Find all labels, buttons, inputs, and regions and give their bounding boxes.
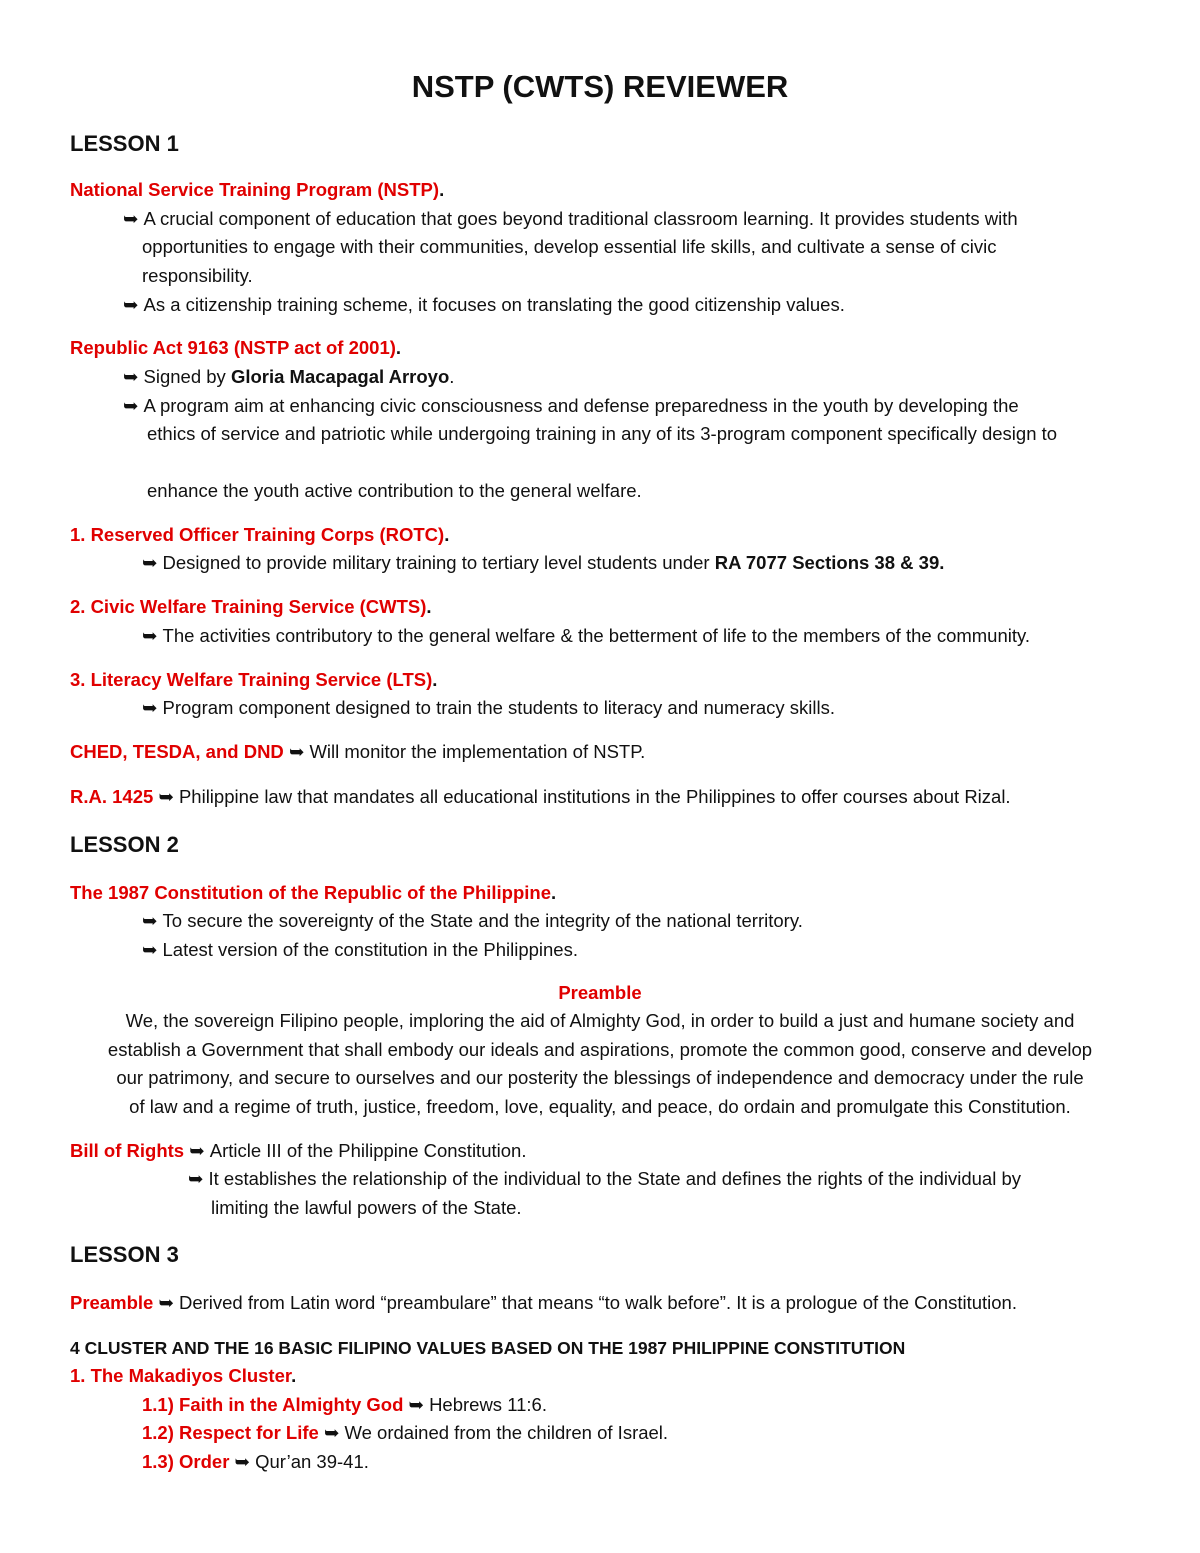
lesson-2-heading: LESSON 2 — [70, 832, 179, 857]
rotc-term-line: 1. Reserved Officer Training Corps (ROTC). — [70, 524, 450, 545]
arrow-icon: ➥ — [158, 1292, 174, 1313]
preamble-line-2: establish a Government that shall embody our ideals and aspirations, promote the common good, conserve and develop — [107, 1039, 1093, 1060]
constitution-bullet-1-text: To secure the sovereignty of the State and the integrity of the national territory. — [162, 910, 803, 931]
lts-bullet — [142, 694, 835, 723]
arrow-icon: ➥ — [142, 910, 158, 931]
value-item — [142, 1419, 668, 1448]
lts-term-line: 3. Literacy Welfare Training Service (LTS). — [70, 669, 438, 690]
signed-by-text: Signed by — [143, 366, 231, 387]
lesson-1-heading: LESSON 1 — [70, 131, 179, 156]
arrow-icon: ➥ — [123, 395, 139, 416]
arrow-icon: ➥ — [323, 1422, 340, 1443]
bill-of-rights-line — [70, 1137, 526, 1166]
arrow-icon: ➥ — [189, 1140, 205, 1161]
arrow-icon: ➥ — [123, 294, 139, 315]
nstp-bullet-1-text: A crucial component of education that goes beyond traditional classroom learning. It provides students with — [143, 208, 1018, 229]
ra9163-bullet-2-text: A program aim at enhancing civic consciousness and defense preparedness in the youth by developing the — [143, 395, 1019, 416]
cwts-bullet-text: The activities contributory to the general welfare & the betterment of life to the members of the community. — [162, 625, 1031, 646]
ra9163-bullet-2 — [123, 392, 1019, 421]
bill-of-rights-bullet-2-text: It establishes the relationship of the individual to the State and defines the rights of the individual by — [208, 1168, 1021, 1189]
nstp-bullet-2 — [123, 291, 845, 320]
rotc-bullet: ➥ Designed to provide military training to tertiary level students under RA 7077 Sections 38 & 39. — [142, 552, 945, 573]
signed-by-name: Gloria Macapagal Arroyo — [230, 366, 450, 387]
ra9163-bullet-2-line-2: ethics of service and patriotic while undergoing training in any of its 3-program component specifically design to — [147, 423, 1058, 444]
preamble-line-4: of law and a regime of truth, justice, freedom, love, equality, and peace, do ordain and promulgate this Constitution. — [129, 1096, 1071, 1117]
arrow-icon: ➥ — [142, 625, 158, 646]
cwts-bullet — [142, 622, 1030, 651]
value-text: Hebrews 11:6. — [429, 1394, 547, 1415]
arrow-icon: ➥ — [123, 208, 139, 229]
makadiyos-line: 1. The Makadiyos Cluster. — [70, 1365, 297, 1386]
nstp-bullet-1-line-3: responsibility. — [142, 265, 253, 286]
arrow-icon: ➥ — [142, 939, 158, 960]
bill-of-rights-bullet-2 — [188, 1165, 1021, 1194]
ra9163-bullet-1: ➥ Signed by Gloria Macapagal Arroyo. — [123, 366, 455, 387]
bill-of-rights-text: Article III of the Philippine Constitution. — [209, 1140, 527, 1161]
constitution-term: The 1987 Constitution of the Republic of the Philippine — [70, 882, 552, 903]
rotc-term: 1. Reserved Officer Training Corps (ROTC) — [70, 524, 445, 545]
bill-of-rights-bullet-2-line-2: limiting the lawful powers of the State. — [211, 1197, 522, 1218]
cwts-term: 2. Civic Welfare Training Service (CWTS) — [70, 596, 427, 617]
rotc-law-reference: RA 7077 Sections 38 & 39 — [714, 552, 940, 573]
ra1425-line — [70, 783, 1011, 812]
value-item — [142, 1391, 547, 1420]
arrow-icon: ➥ — [408, 1394, 425, 1415]
value-term: 1.2) Respect for Life — [142, 1422, 319, 1443]
nstp-bullet-1-line-2: opportunities to engage with their communities, develop essential life skills, and cultivate a sense of civic — [142, 236, 997, 257]
value-term: 1.3) Order — [142, 1451, 230, 1472]
arrow-icon: ➥ — [142, 552, 158, 573]
makadiyos-cluster-term: 1. The Makadiyos Cluster — [70, 1365, 292, 1386]
nstp-bullet-1 — [123, 205, 1018, 234]
arrow-icon: ➥ — [142, 697, 158, 718]
nstp-term-line: National Service Training Program (NSTP). — [70, 179, 445, 200]
ched-term: CHED, TESDA, and DND — [70, 741, 284, 762]
preamble-definition-line — [70, 1289, 1017, 1318]
bill-of-rights-term: Bill of Rights — [70, 1140, 185, 1161]
cluster-heading: 4 CLUSTER AND THE 16 BASIC FILIPINO VALUES BASED ON THE 1987 PHILIPPINE CONSTITUTION — [70, 1338, 906, 1358]
value-text: We ordained from the children of Israel. — [344, 1422, 669, 1443]
nstp-bullet-2-text: As a citizenship training scheme, it focuses on translating the good citizenship values. — [143, 294, 845, 315]
preamble-definition-text: Derived from Latin word “preambulare” that means “to walk before”. It is a prologue of the Constitution. — [178, 1292, 1017, 1313]
ra9163-term-line: Republic Act 9163 (NSTP act of 2001). — [70, 337, 402, 358]
ra1425-text: Philippine law that mandates all educational institutions in the Philippines to offer courses about Rizal. — [178, 786, 1011, 807]
nstp-term: National Service Training Program (NSTP) — [70, 179, 440, 200]
lts-bullet-text: Program component designed to train the students to literacy and numeracy skills. — [162, 697, 836, 718]
preamble-line-3: our patrimony, and secure to ourselves and our posterity the blessings of independence and democracy under the rule — [116, 1067, 1084, 1088]
preamble-term: Preamble — [70, 1292, 154, 1313]
value-term: 1.1) Faith in the Almighty God — [142, 1394, 404, 1415]
arrow-icon: ➥ — [158, 786, 174, 807]
constitution-term-line: The 1987 Constitution of the Republic of the Philippine. — [70, 882, 557, 903]
lts-term: 3. Literacy Welfare Training Service (LTS) — [70, 669, 433, 690]
arrow-icon: ➥ — [188, 1168, 204, 1189]
value-item — [142, 1448, 369, 1477]
ched-text: Will monitor the implementation of NSTP. — [309, 741, 646, 762]
arrow-icon: ➥ — [234, 1451, 251, 1472]
arrow-icon: ➥ — [123, 366, 139, 387]
ra9163-term: Republic Act 9163 (NSTP act of 2001) — [70, 337, 396, 358]
arrow-icon: ➥ — [288, 741, 305, 762]
constitution-bullet-2 — [142, 936, 578, 965]
ra1425-term: R.A. 1425 — [70, 786, 154, 807]
value-text: Qur’an 39-41. — [255, 1451, 369, 1472]
ra9163-bullet-2-line-3: enhance the youth active contribution to the general welfare. — [147, 480, 642, 501]
document-title: NSTP (CWTS) REVIEWER — [411, 69, 789, 104]
cwts-term-line: 2. Civic Welfare Training Service (CWTS). — [70, 596, 432, 617]
constitution-bullet-1 — [142, 907, 803, 936]
rotc-bullet-text: Designed to provide military training to tertiary level students under — [162, 552, 715, 573]
ched-line — [70, 738, 645, 767]
preamble-line-1: We, the sovereign Filipino people, imploring the aid of Almighty God, in order to build a just and humane society and — [125, 1010, 1075, 1031]
lesson-3-heading: LESSON 3 — [70, 1242, 179, 1267]
constitution-bullet-2-text: Latest version of the constitution in the Philippines. — [162, 939, 578, 960]
preamble-heading: Preamble — [558, 982, 642, 1003]
